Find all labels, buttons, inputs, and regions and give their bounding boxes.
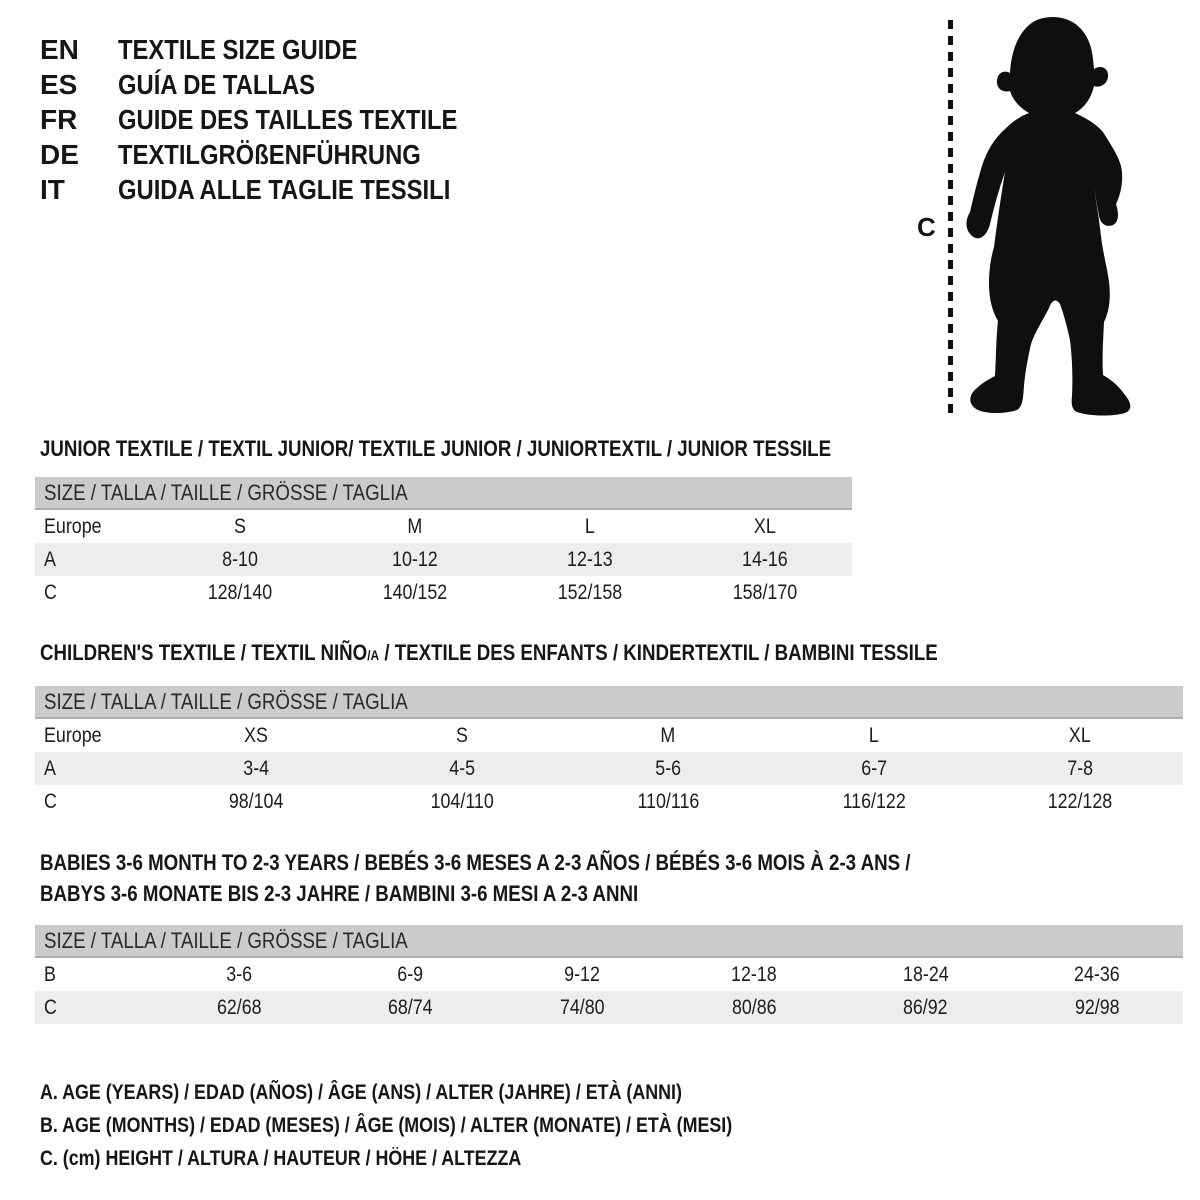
size-cell: 12-13 [567, 547, 613, 571]
junior-size-table [35, 510, 852, 609]
size-cell: S [456, 723, 468, 747]
size-cell: 80/86 [731, 995, 777, 1019]
size-cell: 122/128 [1047, 789, 1113, 813]
junior-section-heading [40, 433, 971, 464]
size-header-text: SIZE / TALLA / TAILLE / GRÖSSE / TAGLIA [44, 688, 408, 714]
row-label-cell [35, 991, 153, 1024]
size-cell: 104/110 [430, 789, 494, 813]
children-heading-sub: /A [367, 647, 380, 663]
row-label-cell [35, 510, 153, 543]
babies-heading-line1: BABIES 3-6 MONTH TO 2-3 YEARS / BEBÉS 3-6 MESES A 2-3 AÑOS / BÉBÉS 3-6 MOIS À 2-3 ANS / [40, 850, 911, 875]
junior-heading-text: JUNIOR TEXTILE / TEXTIL JUNIOR/ TEXTILE JUNIOR / JUNIORTEXTIL / JUNIOR TESSILE [40, 436, 832, 461]
children-heading-post: / TEXTILE DES ENFANTS / KINDERTEXTIL / BAMBINI TESSILE [379, 640, 938, 665]
babies-heading-line2: BABYS 3-6 MONATE BIS 2-3 JAHRE / BAMBINI 3-6 MESI A 2-3 ANNI [40, 881, 639, 906]
size-cell: 18-24 [902, 962, 949, 986]
row-label-cell [35, 752, 153, 785]
size-cell: 6-7 [861, 756, 887, 780]
size-cell: M [660, 723, 676, 747]
size-cell: 158/170 [732, 580, 797, 604]
lang-title: GUIDE DES TAILLES TEXTILE [118, 103, 458, 135]
size-cell: 3-6 [225, 962, 252, 986]
legend-line-c: C. (cm) HEIGHT / ALTURA / HAUTEUR / HÖHE / ALTEZZA [40, 1147, 522, 1170]
size-cell: M [407, 514, 423, 538]
size-cell: 14-16 [741, 547, 788, 571]
size-cell: XL [1069, 723, 1091, 747]
size-cell: 92/98 [1074, 995, 1120, 1019]
table-row-europe [35, 719, 1183, 752]
children-size-header-bar [35, 686, 1183, 719]
size-cell: 74/80 [559, 995, 605, 1019]
size-header-text: SIZE / TALLA / TAILLE / GRÖSSE / TAGLIA [44, 927, 408, 953]
lang-code: EN [40, 33, 79, 65]
row-label: C [44, 789, 57, 813]
lang-row-en [40, 32, 517, 67]
size-cell: 152/158 [557, 580, 623, 604]
size-cell: 4-5 [449, 756, 475, 780]
size-cell: 7-8 [1067, 756, 1093, 780]
row-label: B [44, 962, 56, 986]
lang-row-it [40, 172, 517, 207]
size-cell: 128/140 [208, 580, 273, 604]
lang-code: DE [40, 138, 79, 170]
size-cell: 86/92 [903, 995, 948, 1019]
table-row-height [35, 991, 1183, 1024]
language-title-block [40, 32, 517, 207]
row-label: Europe [44, 723, 102, 747]
size-cell: S [234, 514, 247, 538]
size-cell: 9-12 [564, 962, 601, 986]
size-cell: 8-10 [222, 547, 259, 571]
row-label-cell [35, 576, 153, 609]
row-label: C [44, 580, 57, 604]
size-cell: XS [244, 723, 268, 747]
lang-code: IT [40, 173, 65, 205]
size-cell: 116/122 [842, 789, 906, 813]
size-cell: L [584, 514, 595, 538]
babies-size-table [35, 958, 1183, 1024]
children-size-table [35, 719, 1183, 818]
row-label-cell [35, 958, 153, 991]
legend-line-a: A. AGE (YEARS) / EDAD (AÑOS) / ÂGE (ANS) / ALTER (JAHRE) / ETÀ (ANNI) [40, 1081, 682, 1104]
lang-row-fr [40, 102, 517, 137]
size-cell: 3-4 [243, 756, 269, 780]
size-header-text: SIZE / TALLA / TAILLE / GRÖSSE / TAGLIA [44, 479, 408, 505]
row-label: A [44, 547, 56, 571]
children-section-heading [40, 637, 1096, 671]
junior-size-header-bar [35, 477, 852, 510]
row-label-cell [35, 785, 153, 818]
size-cell: 68/74 [388, 995, 433, 1019]
size-cell: 98/104 [228, 789, 284, 813]
toddler-silhouette-icon [953, 14, 1143, 419]
lang-code: ES [40, 68, 78, 100]
lang-row-de [40, 137, 517, 172]
size-cell: 5-6 [655, 756, 681, 780]
size-cell: 6-9 [397, 962, 424, 986]
size-cell: 10-12 [392, 547, 438, 571]
babies-section-heading [40, 847, 1064, 909]
lang-title: GUÍA DE TALLAS [118, 68, 316, 100]
row-label-cell [35, 543, 153, 576]
size-cell: L [869, 723, 879, 747]
table-row-months [35, 958, 1183, 991]
babies-size-header-bar [35, 925, 1183, 958]
lang-row-es [40, 67, 517, 102]
lang-title: TEXTILE SIZE GUIDE [118, 33, 358, 65]
table-row-height [35, 576, 852, 609]
table-row-age [35, 752, 1183, 785]
size-cell: 12-18 [730, 962, 777, 986]
legend-line-b: B. AGE (MONTHS) / EDAD (MESES) / ÂGE (MOIS) / ALTER (MONATE) / ETÀ (MESI) [40, 1114, 733, 1137]
table-row-age [35, 543, 852, 576]
size-cell: 140/152 [382, 580, 448, 604]
row-label: A [44, 756, 56, 780]
lang-title: GUIDA ALLE TAGLIE TESSILI [118, 173, 451, 205]
children-heading-pre: CHILDREN'S TEXTILE / TEXTIL NIÑO [40, 640, 368, 665]
lang-code: FR [40, 103, 78, 135]
size-cell: 62/68 [216, 995, 262, 1019]
table-row-height [35, 785, 1183, 818]
measure-legend [40, 1076, 854, 1175]
size-cell: 110/116 [637, 789, 699, 813]
table-row-europe [35, 510, 852, 543]
size-cell: 24-36 [1074, 962, 1120, 986]
height-measure-label: C [917, 212, 936, 242]
row-label: C [44, 995, 57, 1019]
row-label: Europe [44, 514, 102, 538]
lang-title: TEXTILGRÖßENFÜHRUNG [118, 138, 421, 170]
size-cell: XL [753, 514, 776, 538]
row-label-cell [35, 719, 153, 752]
